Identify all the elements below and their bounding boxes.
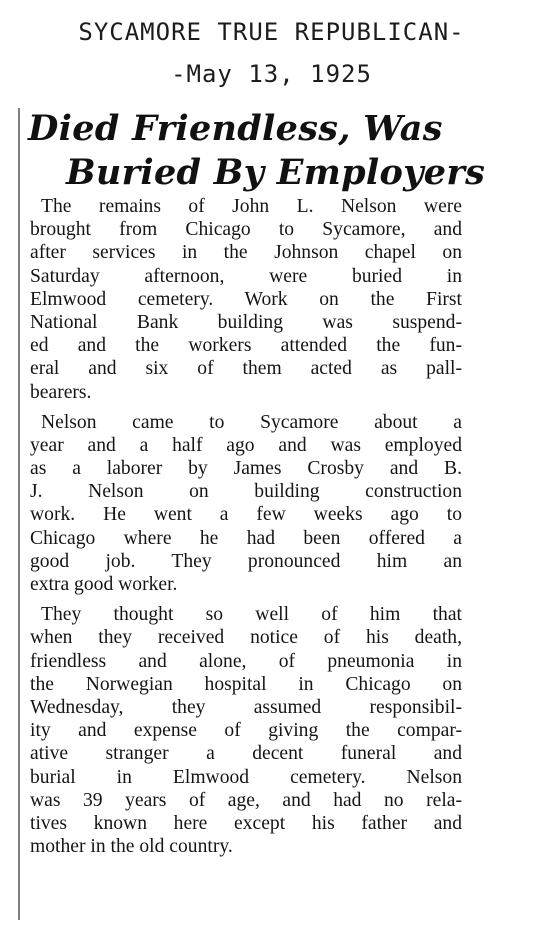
text-line: mother in the old country. <box>30 836 233 858</box>
headline-line-1: Died Friendless, Was <box>28 108 443 149</box>
text-line: ity and expense of giving the compar- <box>30 720 462 742</box>
text-line: The remains of John L. Nelson were <box>41 196 462 217</box>
text-line: good job. They pronounced him an <box>30 550 462 572</box>
text-line: They thought so well of him that <box>41 604 462 626</box>
article-body <box>30 195 462 858</box>
article-paragraph <box>30 603 462 858</box>
source-date-line: -May 13, 1925 <box>171 60 372 88</box>
text-line: ative stranger a decent funeral and <box>30 743 462 765</box>
column-rule <box>18 108 20 920</box>
text-line: Chicago where he had been offered a <box>30 527 462 549</box>
text-line: extra good worker. <box>30 574 178 595</box>
text-line: when they received notice of his death, <box>30 627 462 649</box>
text-line: ed and the workers attended the fun- <box>30 335 462 357</box>
text-line: the Norwegian hospital in Chicago on <box>30 673 462 695</box>
text-line: year and a half ago and was employed <box>30 434 462 456</box>
text-line: Elmwood cemetery. Work on the First <box>30 288 462 310</box>
text-line: friendless and alone, of pneumonia in <box>30 650 462 672</box>
article-paragraph <box>30 195 462 404</box>
text-line: Saturday afternoon, were buried in <box>30 265 462 287</box>
headline-line-2: Buried By Employers <box>66 152 486 193</box>
text-line: work. He went a few weeks ago to <box>30 504 462 526</box>
text-line: brought from Chicago to Sycamore, and <box>30 219 462 241</box>
text-line: Wednesday, they assumed responsibil- <box>30 696 462 718</box>
source-newspaper-line: SYCAMORE TRUE REPUBLICAN- <box>78 18 465 46</box>
text-line: tives known here except his father and <box>30 812 462 834</box>
text-line: after services in the Johnson chapel on <box>30 242 462 264</box>
text-line: as a laborer by James Crosby and B. <box>30 458 462 480</box>
text-line: National Bank building was suspend- <box>30 311 462 333</box>
text-line: was 39 years of age, and had no rela- <box>30 789 462 811</box>
text-line: Nelson came to Sycamore about a <box>41 411 462 433</box>
text-line: burial in Elmwood cemetery. Nelson <box>30 766 462 788</box>
article-paragraph <box>30 411 462 597</box>
text-line: eral and six of them acted as pall- <box>30 358 462 380</box>
text-line: J. Nelson on building construction <box>30 481 462 503</box>
text-line: bearers. <box>30 381 92 403</box>
